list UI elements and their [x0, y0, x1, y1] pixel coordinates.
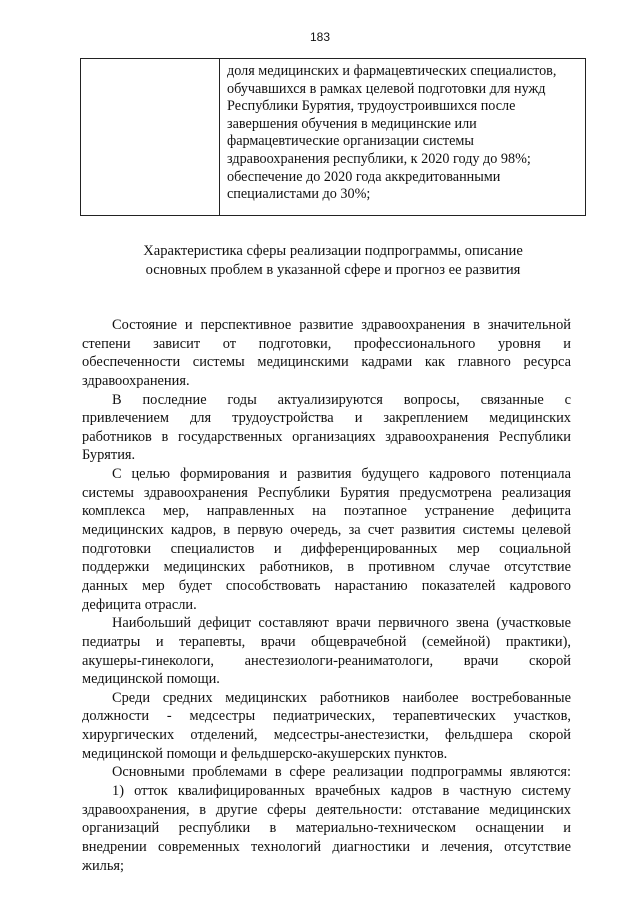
body-line: обеспеченности системы медицинскими кадрами как главного ресурса — [82, 354, 571, 371]
indicators-table — [80, 58, 586, 216]
body-line: 1) отток квалифицированных врачебных кадров в частную систему — [112, 783, 571, 800]
table-cell-empty — [81, 59, 220, 216]
body-line: Наибольший дефицит составляют врачи первичного звена (участковые — [112, 615, 571, 632]
body-line: Состояние и перспективное развитие здравоохранения в значительной — [112, 317, 571, 333]
body-text — [82, 316, 571, 875]
table-cell-line: Республики Бурятия, трудоустроившихся после — [227, 98, 516, 115]
body-line: С целью формирования и развития будущего кадрового потенциала — [112, 466, 571, 483]
body-line: внедрении современных технологий диагностики и лечения, отсутствие — [82, 838, 571, 855]
page-number: 183 — [309, 30, 331, 44]
body-line: акушеры-гинекологи, анестезиологи-реаниматологи, врачи скорой — [82, 652, 571, 669]
table-cell-line: доля медицинских и фармацевтических специалистов, — [227, 63, 557, 79]
body-line: степени зависит от подготовки, профессионального уровня и — [82, 335, 571, 352]
body-line: хирургических отделений, медсестры-анестезистки, фельдшера скорой — [82, 727, 571, 744]
body-line: Бурятия. — [82, 447, 136, 464]
body-line: должности - медсестры педиатрических, терапевтических участков, — [82, 708, 571, 725]
section-heading — [80, 242, 586, 280]
body-line: поддержки медицинских работников, в противном случае отсутствие — [82, 559, 571, 576]
table-cell-line: фармацевтические организации системы — [227, 133, 474, 150]
body-line: здравоохранения, в другие сферы деятельности: отставание медицинских — [82, 801, 571, 818]
body-line: Основными проблемами в сфере реализации подпрограммы являются: — [112, 764, 571, 781]
body-line: педиатры и терапевты, врачи общеврачебной (семейной) практики), — [82, 633, 571, 650]
body-line: дефицита отрасли. — [82, 596, 197, 613]
body-line: привлечением для трудоустройства и закреплением медицинских — [82, 410, 571, 427]
body-line: жилья; — [82, 857, 125, 874]
table-cell-line: здравоохранения республики, к 2020 году до 98%; — [227, 150, 531, 167]
body-line: медицинской помощи. — [82, 671, 220, 688]
body-line: подготовки специалистов и дифференцированных мер социальной — [82, 540, 571, 557]
body-line: системы здравоохранения Республики Бурятия предусмотрена реализация — [82, 484, 571, 501]
table-cell-line: специалистами до 30%; — [227, 186, 371, 203]
section-heading-line: основных проблем в указанной сфере и прогноз ее развития — [145, 262, 521, 278]
table-cell-indicators — [220, 59, 586, 216]
body-line: данных мер будет способствовать нарастанию показателей кадрового — [82, 577, 571, 594]
body-line: В последние годы актуализируются вопросы, связанные с — [112, 391, 571, 408]
table-cell-line: обеспечение до 2020 года аккредитованными — [227, 168, 501, 185]
table-row — [81, 59, 586, 216]
table-cell-line: завершения обучения в медицинские или — [227, 115, 477, 132]
body-line: медицинских кадров, в первую очередь, за счет развития системы целевой — [82, 522, 571, 539]
body-line: организаций республики в материально-техническом оснащении и — [82, 820, 571, 837]
body-line: здравоохранения. — [82, 372, 190, 389]
table-cell-line: обучавшихся в рамках целевой подготовки для нужд — [227, 80, 546, 97]
body-line: медицинской помощи и фельдшерско-акушерских пунктов. — [82, 745, 448, 762]
section-heading-line: Характеристика сферы реализации подпрограммы, описание — [143, 243, 523, 259]
body-line: работников в государственных организациях здравоохранения Республики — [82, 428, 571, 445]
body-line: Среди средних медицинских работников наиболее востребованные — [112, 689, 571, 706]
body-line: комплекса мер, направленных на поэтапное устранение дефицита — [82, 503, 571, 520]
